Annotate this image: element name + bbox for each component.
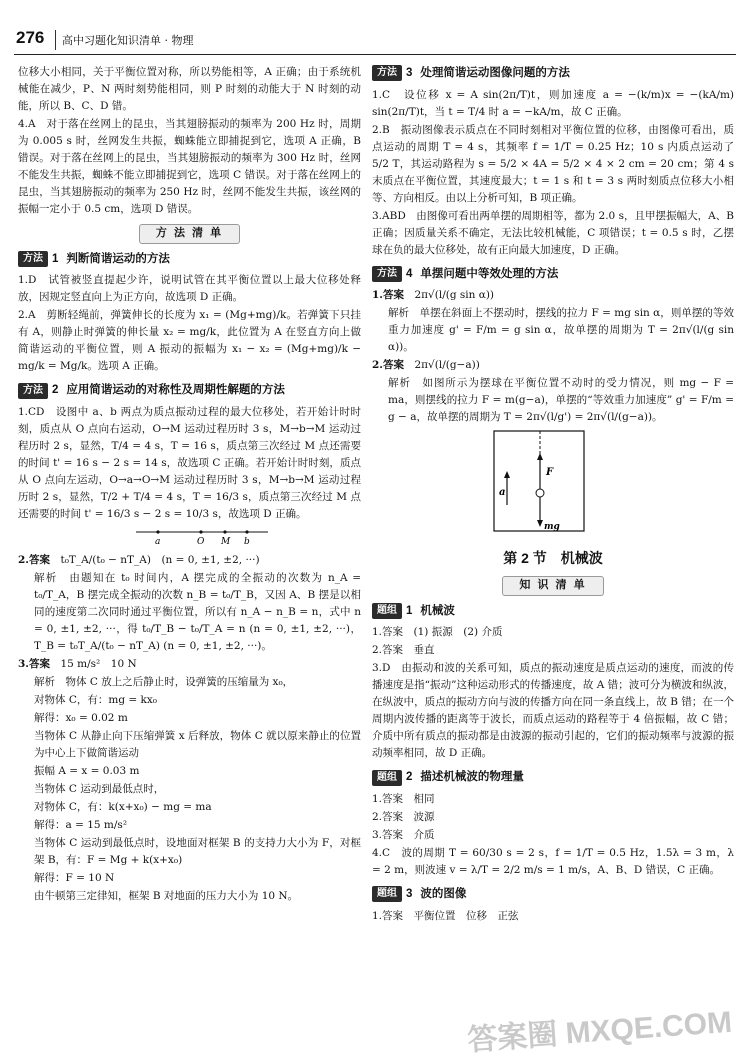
m4-explanation-1: 解析 单摆在斜面上不摆动时，摆线的拉力 F = mg sin α，则单摆的等效重力加速度 g' = F/m = g sin α，故单摆的周期为 T = 2π√(l/(g sin α))。 <box>388 307 734 354</box>
page-header <box>0 0 750 56</box>
fig-label-F: F <box>546 467 554 479</box>
header-separator <box>55 30 56 50</box>
method-tag: 方法 <box>18 251 48 267</box>
knowledge-list-banner: 知 识 清 单 <box>372 576 734 596</box>
watermark-logo: 答案圈 MXQE.COM <box>466 1005 734 1058</box>
fig-label-mg: mg <box>544 522 560 533</box>
m3-answer-3: 3.ABD 由图像可看出两单摆的周期相等，都为 2.0 s，且甲摆振幅大，A、B 正确；因质量关系不确定，无法比较机械能，C 项错误；t = 0.5 s 时，乙摆球在负的最大位移处，故有正向最大加速度，D 正确。 <box>372 209 734 256</box>
m2-answer-2: 2.答案 t₀T_A/(t₀ − nT_A) (n = 0, ±1, ±2, ···) <box>18 554 260 567</box>
m2-explanation-3: 解析 物体 C 放上之后静止时，设弹簧的压缩量为 x₀， 对物体 C，有：mg = kx₀ 解得：x₀ = 0.02 m 当物体 C 从静止向下压缩弹簧 x 后释放，物体 C 就以原来静止的位置为中心上下做简谐运动 振幅 A = x = 0.03 m 当物体 C 运动到最低点时， 对物体 C，有：k(x+x₀) − mg = ma 解得：a = 15 m/s² 当物体 C 运动到最低点时，设地面对框架 B 的支持力大小为 F，对框架 B，有：F = Mg + k(x+x₀) 解得：F = 10 N 由牛顿第三定律知，框架 B 对地面的压力大小为 10 N。 <box>34 676 361 903</box>
g2-answer-1: 1.答案 相同 <box>372 792 435 805</box>
left-column <box>18 64 361 906</box>
page-number: 276 <box>16 28 45 47</box>
group-1-heading: 题组 1 机械波 <box>372 602 734 621</box>
m4-explanation-2: 解析 如图所示为摆球在平衡位置不动时的受力情况，则 mg − F = ma，则摆线的拉力 F = m(g−a)，单摆的“等效重力加速度” g' = F/m = g − a，故单摆的周期为 T = 2π√(l/g') = 2π√(l/(g−a))。 <box>388 377 734 424</box>
group-3-heading: 题组 3 波的图像 <box>372 885 734 904</box>
method-title: 判断简谐运动的方法 <box>66 252 170 265</box>
method-2-heading: 方法 2 应用简谐运动的对称性及周期性解题的方法 <box>18 381 361 400</box>
method-title: 应用简谐运动的对称性及周期性解题的方法 <box>66 384 285 397</box>
axis-figure <box>18 524 361 546</box>
section-title: 第 2 节 机械波 <box>503 550 603 567</box>
pendulum-figure <box>372 427 734 535</box>
answer-continuation: 位移大小相同，关于平衡位置对称，所以势能相等，A 正确；由于系统机械能在减少，P、N 两时刻势能相同，则 P 时刻的动能大于 N 时刻的动能，所以 B、C、D 错。 <box>18 66 361 112</box>
m1-answer-1: 1.D 试管被竖直提起少许，说明试管在其平衡位置以上最大位移处释放，因规定竖直向上为正方向，故选项 D 正确。 <box>18 274 361 304</box>
m3-answer-1: 1.C 设位移 x = A sin(2π/T)t，则加速度 a = −(k/m)x = −(kA/m) sin(2π/T)t，当 t = T/4 时 a = −kA/m，故 C 正确。 <box>372 88 734 118</box>
group-tag: 题组 <box>372 770 402 786</box>
method-tag: 方法 <box>372 65 402 81</box>
g1-answer-3: 3.D 由振动和波的关系可知，质点的振动速度是质点运动的速度，而波的传播速度是指“振动”这种运动形式的传播速度，故 A 错；波可分为横波和纵波，在纵波中，质点的振动方向与波的传播方向在同一条直线上，故 B 错；在一个周期内波传播的距离等于波长，而质点运动的路程等于 4 倍振幅，故 C 错；介质中所有质点的振动都是由波源的振动引起的，它们的振动频率与波源的振动频率相同，故 D 正确。 <box>372 662 734 760</box>
axis-label-M: M <box>221 537 231 547</box>
header-rule <box>14 54 736 55</box>
m2-answer-3: 3.答案 15 m/s² 10 N <box>18 658 137 671</box>
method-1-heading: 方法 1 判断简谐运动的方法 <box>18 250 361 269</box>
m4-answer-1: 1.答案 2π√(l/(g sin α)) <box>372 289 495 302</box>
g1-answer-1: 1.答案 (1) 振源 (2) 介质 <box>372 626 503 639</box>
method-tag: 方法 <box>372 266 402 282</box>
fig-label-a: a <box>499 487 506 499</box>
m2-explanation-2: 解析 由题知在 t₀ 时间内，A 摆完成的全振动的次数为 n_A = t₀/T_A，B 摆完成全振动的次数 n_B = t₀/T_B，又因 A、B 摆是以相同的速度第二次同时通过平衡位置，所以有 n_A − n_B = n，式中 n = 0, ±1, ±2, ···，得 t₀/T_B − t₀/T_A = n (n = 0, ±1, ±2, ···)，T_B = t₀T_A/(t₀ − nT_A) (n = 0, ±1, ±2, ···)。 <box>34 572 361 653</box>
axis-label-a: a <box>155 537 161 547</box>
m4-answer-2: 2.答案 2π√(l/(g−a)) <box>372 359 480 372</box>
axis-label-b: b <box>244 537 250 547</box>
method-title: 处理简谐运动图像问题的方法 <box>420 67 570 79</box>
m2-answer-1: 1.CD 设图中 a、b 两点为质点振动过程的最大位移处，若开始计时时刻，质点从 O 点向右运动，O→M 运动过程历时 3 s，M→b→M 运动过程历时 2 s，显然，T/4 = 4 s，T = 16 s，质点第三次经过 M 点还需要的时间 t' = 16 s − 2 s = 14 s，故选项 C 正确。若开始计时时刻，质点从 O 点向左运动，O→a→O→M 运动过程历时 3 s，M→b→M 运动过程历时 2 s，显然，T/2 + T/4 = 4 s，T = 16/3 s，质点第三次经过 M 点还需要的时间 t' = 16/3 s − 2 s = 10/3 s，故选项 D 正确。 <box>18 406 361 521</box>
g2-answer-3: 3.答案 介质 <box>372 828 435 841</box>
g3-answer-1: 1.答案 平衡位置 位移 正弦 <box>372 909 519 922</box>
group-title: 机械波 <box>420 604 455 617</box>
g2-answer-4: 4.C 波的周期 T = 60/30 s = 2 s，f = 1/T = 0.5 Hz，1.5λ = 3 m，λ = 2 m，则波速 v = λ/T = 2/2 m/s = 1 m/s，A、B、D 错误，C 正确。 <box>372 846 734 876</box>
group-title: 波的图像 <box>420 887 467 900</box>
group-tag: 题组 <box>372 886 402 902</box>
axis-label-O: O <box>197 537 205 547</box>
answer-4: 4.A 对于落在丝网上的昆虫，当其翅膀振动的频率为 200 Hz 时，周期为 0.005 s 时，丝网发生共振，蜘蛛能立即捕捉到它，选项 A 正确，B 错误。对于落在丝网上的昆虫，当其翅膀振动的频率为 300 Hz 时，丝网不能发生共振，蜘蛛不能立即捕捉到它，选项 C 错误。对于落在丝网上的昆虫，当其翅膀振动的频率为 250 Hz 时，丝网不能发生共振，该丝网的振幅一定小于 0.5 cm，选项 D 错误。 <box>18 118 361 215</box>
m1-answer-2: 2.A 剪断轻绳前，弹簧伸长的长度为 x₁ = (Mg+mg)/k。若弹簧下只挂有 A，则静止时弹簧的伸长量 x₂ = mg/k，此位置为 A 在竖直方向上做简谐运动的平衡位置，则 A 振动的振幅为 x₁ − x₂ = (Mg+mg)/k − mg/k = Mg/k。选项 A 正确。 <box>18 309 361 373</box>
method-title: 单摆问题中等效处理的方法 <box>420 267 559 280</box>
group-2-heading: 题组 2 描述机械波的物理量 <box>372 768 734 787</box>
method-list-banner: 方 法 清 单 <box>18 224 361 244</box>
group-tag: 题组 <box>372 603 402 619</box>
g1-answer-2: 2.答案 垂直 <box>372 644 435 657</box>
group-title: 描述机械波的物理量 <box>420 771 524 784</box>
method-tag: 方法 <box>18 383 48 399</box>
book-title: 高中习题化知识清单 · 物理 <box>62 34 194 47</box>
method-3-heading: 方法 3 处理简谐运动图像问题的方法 <box>372 64 734 83</box>
m3-answer-2: 2.B 振动图像表示质点在不同时刻相对平衡位置的位移，由图像可看出，质点运动的周期 T = 4 s，其频率 f = 1/T = 0.25 Hz；10 s 内质点运动了 5/2 T，其运动路程为 s = 5/2 × 4A = 5/2 × 4 × 2 cm = 20 cm；第 4 s 末质点在平衡位置，其速度最大；t = 1 s 和 t = 3 s 两时刻质点位移大小相等、方向相反。由以上分析可知，B 项正确。 <box>372 123 734 204</box>
method-4-heading: 方法 4 单摆问题中等效处理的方法 <box>372 265 734 284</box>
right-column <box>372 64 734 926</box>
g2-answer-2: 2.答案 波源 <box>372 810 435 823</box>
